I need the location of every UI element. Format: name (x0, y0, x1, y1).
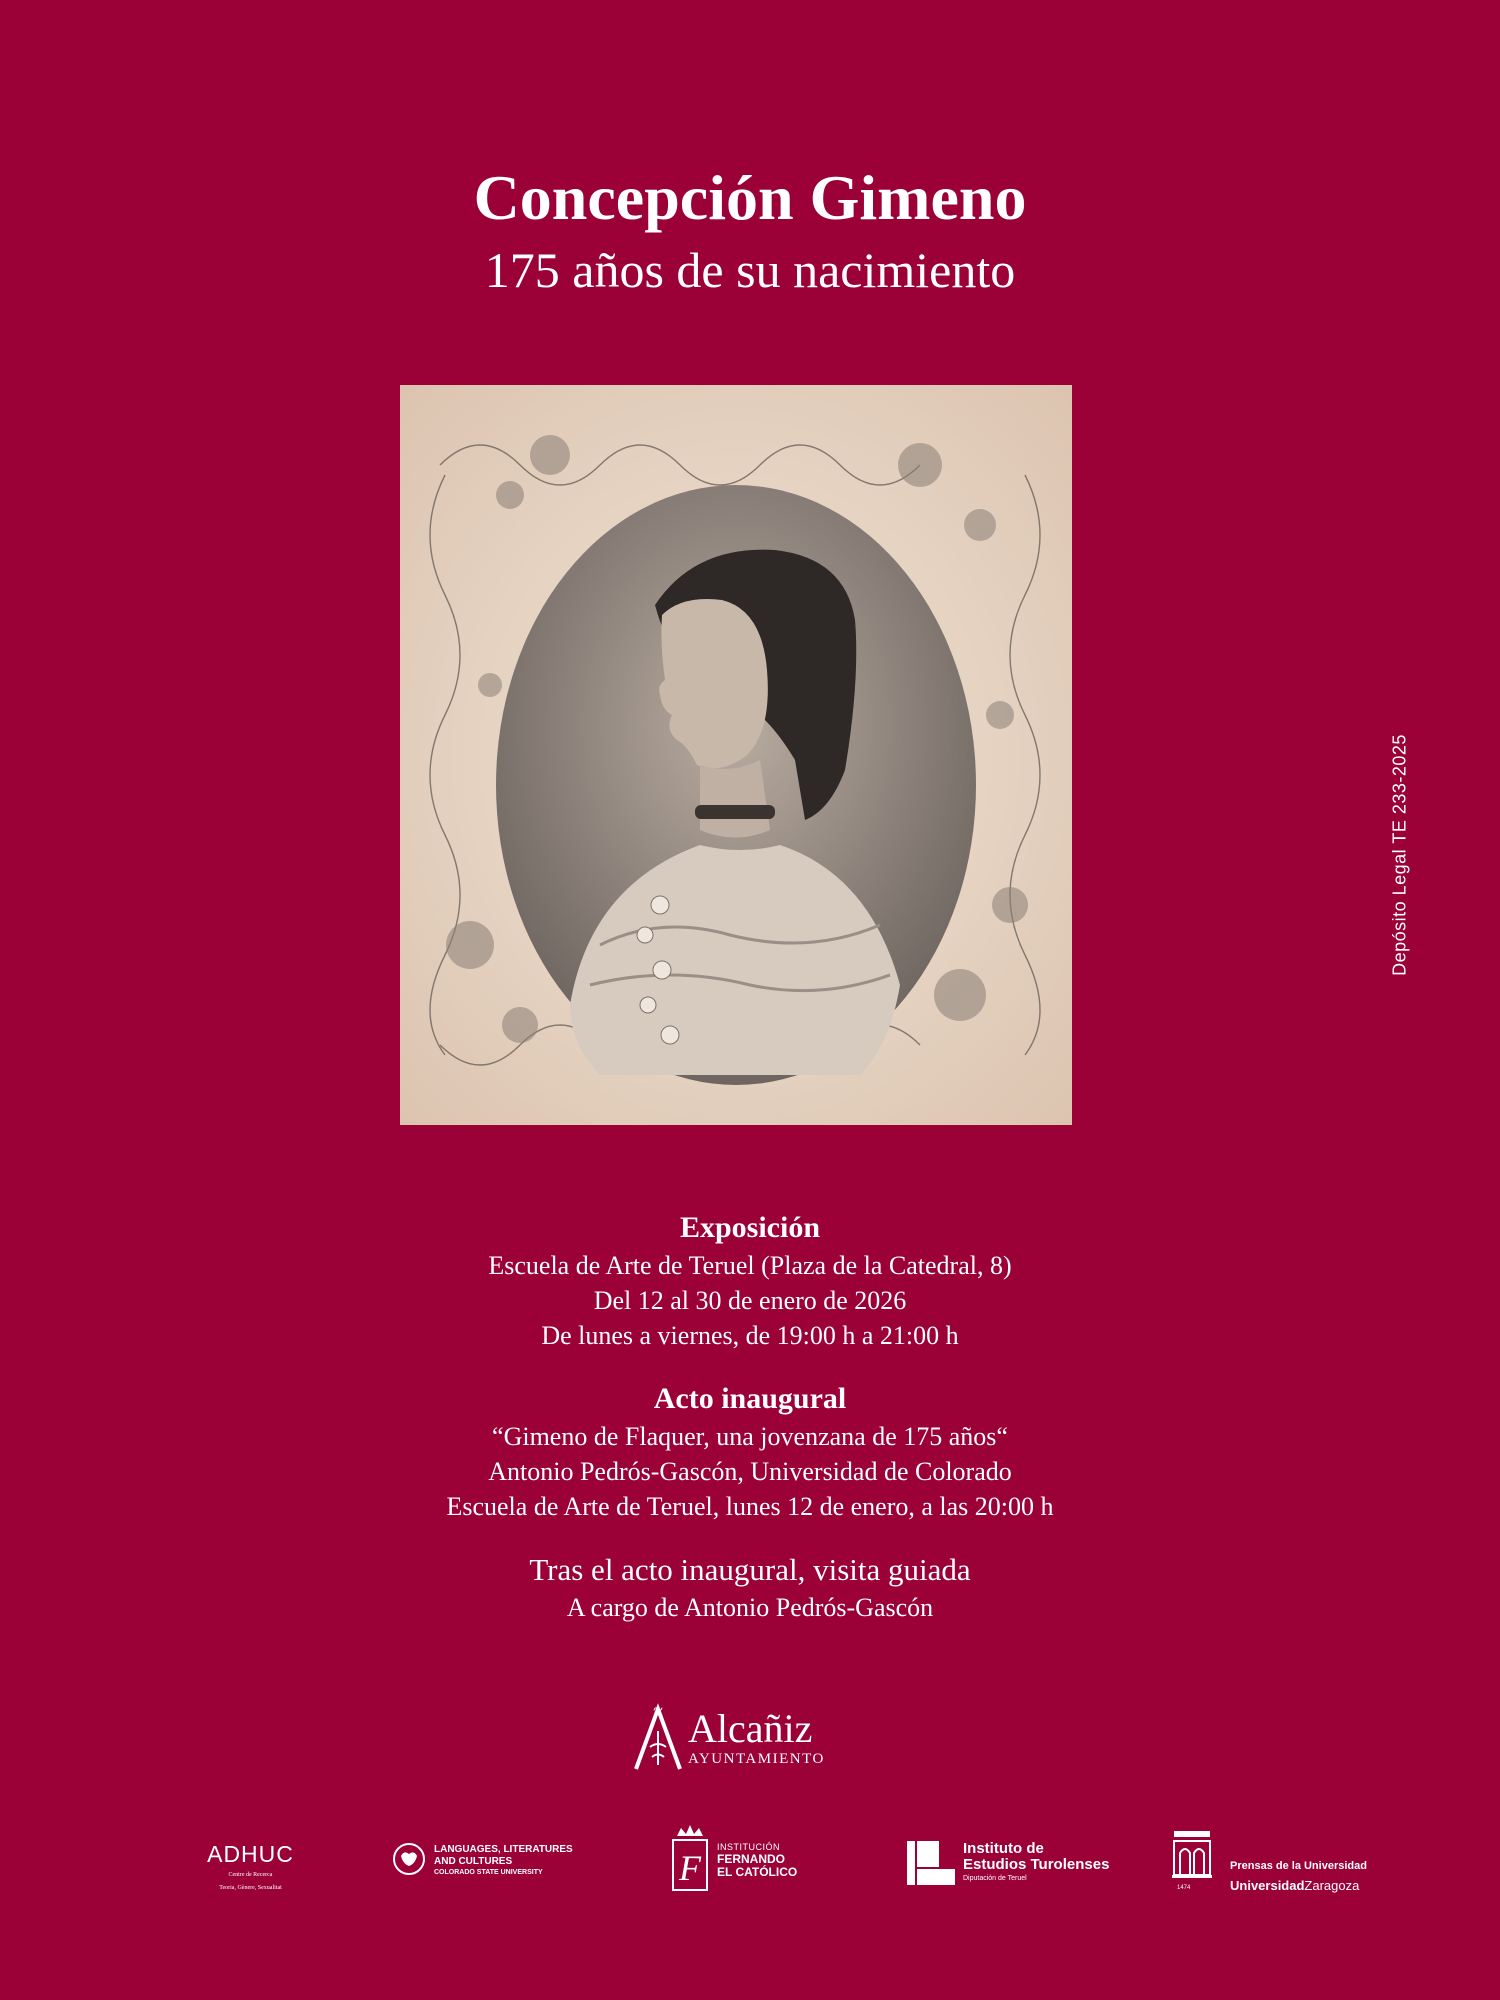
iet-line1: Instituto de (963, 1840, 1044, 1857)
header (0, 160, 1500, 302)
page-subtitle: 175 años de su nacimiento (484, 242, 1016, 298)
event-info (0, 1208, 1500, 1625)
alcaniz-name: Alcañiz (688, 1706, 813, 1751)
adhuc-sub1: Centre de Recerca (228, 1872, 273, 1878)
legal-deposit-text: Depósito Legal TE 233-2025 (1389, 734, 1410, 976)
ifc-line2: FERNANDO (717, 1852, 785, 1866)
exposicion-heading: Exposición (679, 1211, 821, 1244)
prensas-line2a: Universidad (1230, 1878, 1305, 1893)
alcaniz-emblem-icon (630, 1695, 686, 1771)
crown-f-icon (665, 1822, 715, 1894)
alcaniz-logo (630, 1695, 870, 1775)
ram-icon (392, 1842, 426, 1876)
alcaniz-sub: AYUNTAMIENTO (688, 1751, 825, 1767)
acto-talk-title: “Gimeno de Flaquer, una jovenzana de 175 años“ (492, 1422, 1008, 1451)
page-title: Concepción Gimeno (473, 162, 1027, 233)
visita-heading: Tras el acto inaugural, visita guiada (529, 1552, 971, 1587)
csu-line2: AND CULTURES (434, 1856, 513, 1867)
prensas-line2b: Zaragoza (1304, 1878, 1360, 1893)
adhuc-sub2: Teoria, Gènere, Sexualitat (219, 1885, 282, 1891)
iet-logo (905, 1839, 1145, 1889)
iet-line3: Diputación de Teruel (963, 1875, 1027, 1882)
acto-venue-time: Escuela de Arte de Teruel, lunes 12 de enero, a las 20:00 h (446, 1492, 1054, 1521)
iet-line2: Estudios Turolenses (963, 1856, 1110, 1873)
prensas-unizar-logo (1170, 1827, 1400, 1892)
svg-text:~: ~ (653, 1699, 663, 1719)
adhuc-logo (203, 1842, 298, 1892)
svg-text:F: F (679, 1848, 701, 1888)
acto-speaker: Antonio Pedrós-Gascón, Universidad de Colorado (488, 1457, 1012, 1486)
book-icon (905, 1839, 957, 1887)
acto-heading: Acto inaugural (653, 1382, 847, 1415)
csu-line1: LANGUAGES, LITERATURES (434, 1844, 573, 1855)
visita-guide: A cargo de Antonio Pedrós-Gascón (566, 1593, 934, 1622)
portrait-engraving (400, 385, 1072, 1125)
ifc-logo (665, 1822, 805, 1894)
ifc-line1: INSTITUCIÓN (717, 1842, 780, 1852)
university-building-icon (1170, 1827, 1214, 1883)
adhuc-name: ADHUC (207, 1841, 294, 1867)
prensas-line1: Prensas de la Universidad (1230, 1860, 1367, 1872)
sponsor-logos (0, 1822, 1500, 1892)
csu-logo (392, 1840, 602, 1880)
ifc-line3: EL CATÓLICO (717, 1865, 798, 1879)
exposicion-dates: Del 12 al 30 de enero de 2026 (593, 1286, 907, 1315)
exposicion-venue: Escuela de Arte de Teruel (Plaza de la Catedral, 8) (488, 1251, 1012, 1280)
unizar-year: 1474 (1177, 1885, 1191, 1891)
exposicion-hours: De lunes a viernes, de 19:00 h a 21:00 h (541, 1321, 959, 1350)
csu-line3: COLORADO STATE UNIVERSITY (434, 1869, 543, 1876)
